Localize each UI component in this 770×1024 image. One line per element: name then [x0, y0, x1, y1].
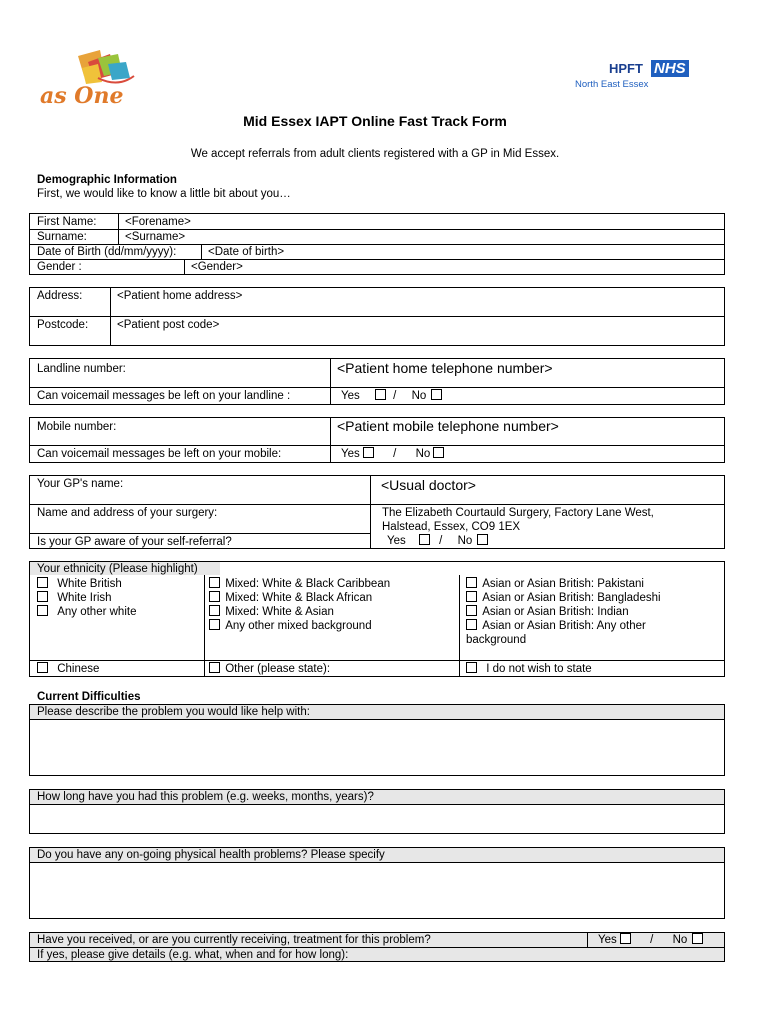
hpft-nhs-logo — [573, 58, 703, 92]
option-label: I do not wish to state — [486, 663, 592, 675]
mobile-no-checkbox[interactable] — [433, 447, 444, 458]
ethnicity-do-not-wish[interactable] — [466, 662, 592, 676]
ethnicity-white-irish[interactable] — [37, 591, 112, 605]
surname-label: Surname: — [37, 231, 87, 243]
divider — [29, 316, 725, 317]
surgery-label: Name and address of your surgery: — [37, 507, 218, 519]
mobile-voicemail-label: Can voicemail messages be left on your mobile: — [37, 448, 282, 460]
divider — [29, 387, 725, 388]
ethnicity-asian-any-other[interactable] — [466, 619, 646, 633]
yes-label: Yes — [598, 934, 617, 946]
divider — [110, 287, 111, 346]
mobile-yes-checkbox[interactable] — [363, 447, 374, 458]
option-label: Any other mixed background — [225, 620, 372, 632]
separator: / — [393, 448, 397, 460]
no-label: No — [672, 934, 688, 946]
north-east-essex-text: North East Essex — [575, 79, 649, 90]
yes-label: Yes — [387, 535, 406, 547]
treatment-yes-checkbox[interactable] — [620, 933, 631, 944]
divider — [330, 358, 331, 405]
checkbox[interactable] — [37, 605, 48, 616]
divider — [29, 259, 725, 260]
postcode-field[interactable]: <Patient post code> — [117, 319, 220, 331]
as-one-logo-text: as One — [40, 83, 124, 109]
option-label: Mixed: White & Black African — [225, 592, 373, 604]
landline-label: Landline number: — [37, 363, 126, 375]
dob-label: Date of Birth (dd/mm/yyyy): — [37, 246, 177, 258]
divider — [29, 660, 725, 661]
form-title: Mid Essex IAPT Online Fast Track Form — [243, 113, 507, 129]
no-label: No — [411, 390, 427, 402]
landline-no-checkbox[interactable] — [431, 389, 442, 400]
mobile-voicemail-options — [341, 447, 444, 461]
gp-name-label: Your GP's name: — [37, 478, 124, 490]
duration-answer-area[interactable] — [30, 805, 724, 833]
option-label: Mixed: White & Black Caribbean — [225, 578, 391, 590]
gender-label: Gender : — [37, 261, 82, 273]
landline-field[interactable]: <Patient home telephone number> — [337, 360, 553, 376]
yes-label: Yes — [341, 448, 360, 460]
checkbox[interactable] — [466, 605, 477, 616]
ethnicity-mixed-white-black-african[interactable] — [209, 591, 372, 605]
checkbox[interactable] — [209, 619, 220, 630]
yes-label: Yes — [341, 390, 360, 402]
mobile-label: Mobile number: — [37, 421, 117, 433]
problem-answer-area[interactable] — [30, 720, 724, 775]
divider — [204, 575, 205, 677]
treatment-no-checkbox[interactable] — [692, 933, 703, 944]
hpft-text: HPFT — [609, 61, 643, 76]
divider — [118, 213, 119, 244]
ethnicity-any-other-white[interactable] — [37, 605, 136, 619]
no-label: No — [415, 448, 431, 460]
checkbox[interactable] — [466, 619, 477, 630]
duration-question: How long have you had this problem (e.g. weeks, months, years)? — [37, 791, 374, 803]
divider — [370, 475, 371, 549]
option-label: White Irish — [57, 592, 112, 604]
gender-field[interactable]: <Gender> — [191, 261, 243, 273]
checkbox[interactable] — [37, 591, 48, 602]
checkbox[interactable] — [209, 577, 220, 588]
surgery-line-2[interactable]: Halstead, Essex, CO9 1EX — [382, 521, 521, 533]
ethnicity-mixed-white-black-caribbean[interactable] — [209, 577, 390, 591]
option-label: Mixed: White & Asian — [225, 606, 334, 618]
physical-health-answer-area[interactable] — [30, 863, 724, 918]
option-label: White British — [57, 578, 122, 590]
postcode-label: Postcode: — [37, 319, 89, 331]
ethnicity-asian-indian[interactable] — [466, 605, 629, 619]
checkbox[interactable] — [466, 577, 477, 588]
ethnicity-asian-pakistani[interactable] — [466, 577, 644, 591]
first-name-label: First Name: — [37, 216, 97, 228]
divider — [201, 244, 202, 259]
option-label: Asian or Asian British: Indian — [482, 606, 629, 618]
address-label: Address: — [37, 290, 83, 302]
gp-name-field[interactable]: <Usual doctor> — [381, 477, 476, 493]
gp-aware-no-checkbox[interactable] — [477, 534, 488, 545]
option-label: Other (please state): — [225, 663, 331, 675]
treatment-options — [598, 933, 703, 947]
landline-voicemail-label: Can voicemail messages be left on your landline : — [37, 390, 291, 402]
divider — [29, 504, 725, 505]
ethnicity-asian-bangladeshi[interactable] — [466, 591, 661, 605]
ethnicity-other[interactable] — [209, 662, 330, 676]
checkbox[interactable] — [209, 662, 220, 673]
divider — [184, 259, 185, 275]
ethnicity-white-british[interactable] — [37, 577, 122, 591]
gp-aware-yes-checkbox[interactable] — [419, 534, 430, 545]
gp-aware-options — [387, 534, 488, 548]
option-label: Asian or Asian British: Any other — [482, 620, 646, 632]
option-label: Asian or Asian British: Pakistani — [482, 578, 644, 590]
checkbox[interactable] — [37, 662, 48, 673]
divider — [29, 445, 725, 446]
current-difficulties-heading: Current Difficulties — [37, 691, 141, 703]
checkbox[interactable] — [209, 591, 220, 602]
option-label: Asian or Asian British: Bangladeshi — [482, 592, 661, 604]
surgery-line-1[interactable]: The Elizabeth Courtauld Surgery, Factory Lane West, — [382, 507, 654, 519]
as-one-logo — [38, 48, 138, 110]
demographic-subheading: First, we would like to know a little bit about you… — [37, 188, 291, 200]
separator: / — [650, 934, 654, 946]
divider — [29, 533, 370, 534]
divider — [459, 575, 460, 677]
option-label: Chinese — [57, 663, 100, 675]
surname-field[interactable]: <Surname> — [125, 231, 186, 243]
physical-health-question: Do you have any on-going physical health problems? Please specify — [37, 849, 385, 861]
nhs-badge: NHS — [651, 60, 689, 77]
ethnicity-heading: Your ethnicity (Please highlight) — [37, 563, 198, 575]
checkbox[interactable] — [466, 591, 477, 602]
address-field[interactable]: <Patient home address> — [117, 290, 243, 302]
landline-yes-checkbox[interactable] — [375, 389, 386, 400]
intro-text: We accept referrals from adult clients registered with a GP in Mid Essex. — [190, 148, 560, 160]
checkbox[interactable] — [209, 605, 220, 616]
ethnicity-mixed-white-asian[interactable] — [209, 605, 334, 619]
checkbox[interactable] — [466, 662, 477, 673]
divider — [330, 417, 331, 463]
separator: / — [393, 390, 397, 402]
first-name-field[interactable]: <Forename> — [125, 216, 191, 228]
demographic-heading: Demographic Information — [37, 174, 177, 186]
dob-field[interactable]: <Date of birth> — [208, 246, 285, 258]
problem-question: Please describe the problem you would like help with: — [37, 706, 310, 718]
mobile-field[interactable]: <Patient mobile telephone number> — [337, 418, 559, 434]
gp-aware-label: Is your GP aware of your self-referral? — [37, 536, 232, 548]
ethnicity-asian-any-other-cont: background — [466, 634, 527, 646]
landline-voicemail-options — [341, 389, 442, 403]
treatment-question: Have you received, or are you currently receiving, treatment for this problem? — [37, 934, 431, 946]
ethnicity-any-other-mixed[interactable] — [209, 619, 372, 633]
checkbox[interactable] — [37, 577, 48, 588]
option-label: Any other white — [57, 606, 137, 618]
divider — [587, 932, 588, 947]
ethnicity-chinese[interactable] — [37, 662, 99, 676]
separator: / — [439, 535, 443, 547]
no-label: No — [457, 535, 473, 547]
treatment-details-question: If yes, please give details (e.g. what, when and for how long): — [37, 949, 349, 961]
